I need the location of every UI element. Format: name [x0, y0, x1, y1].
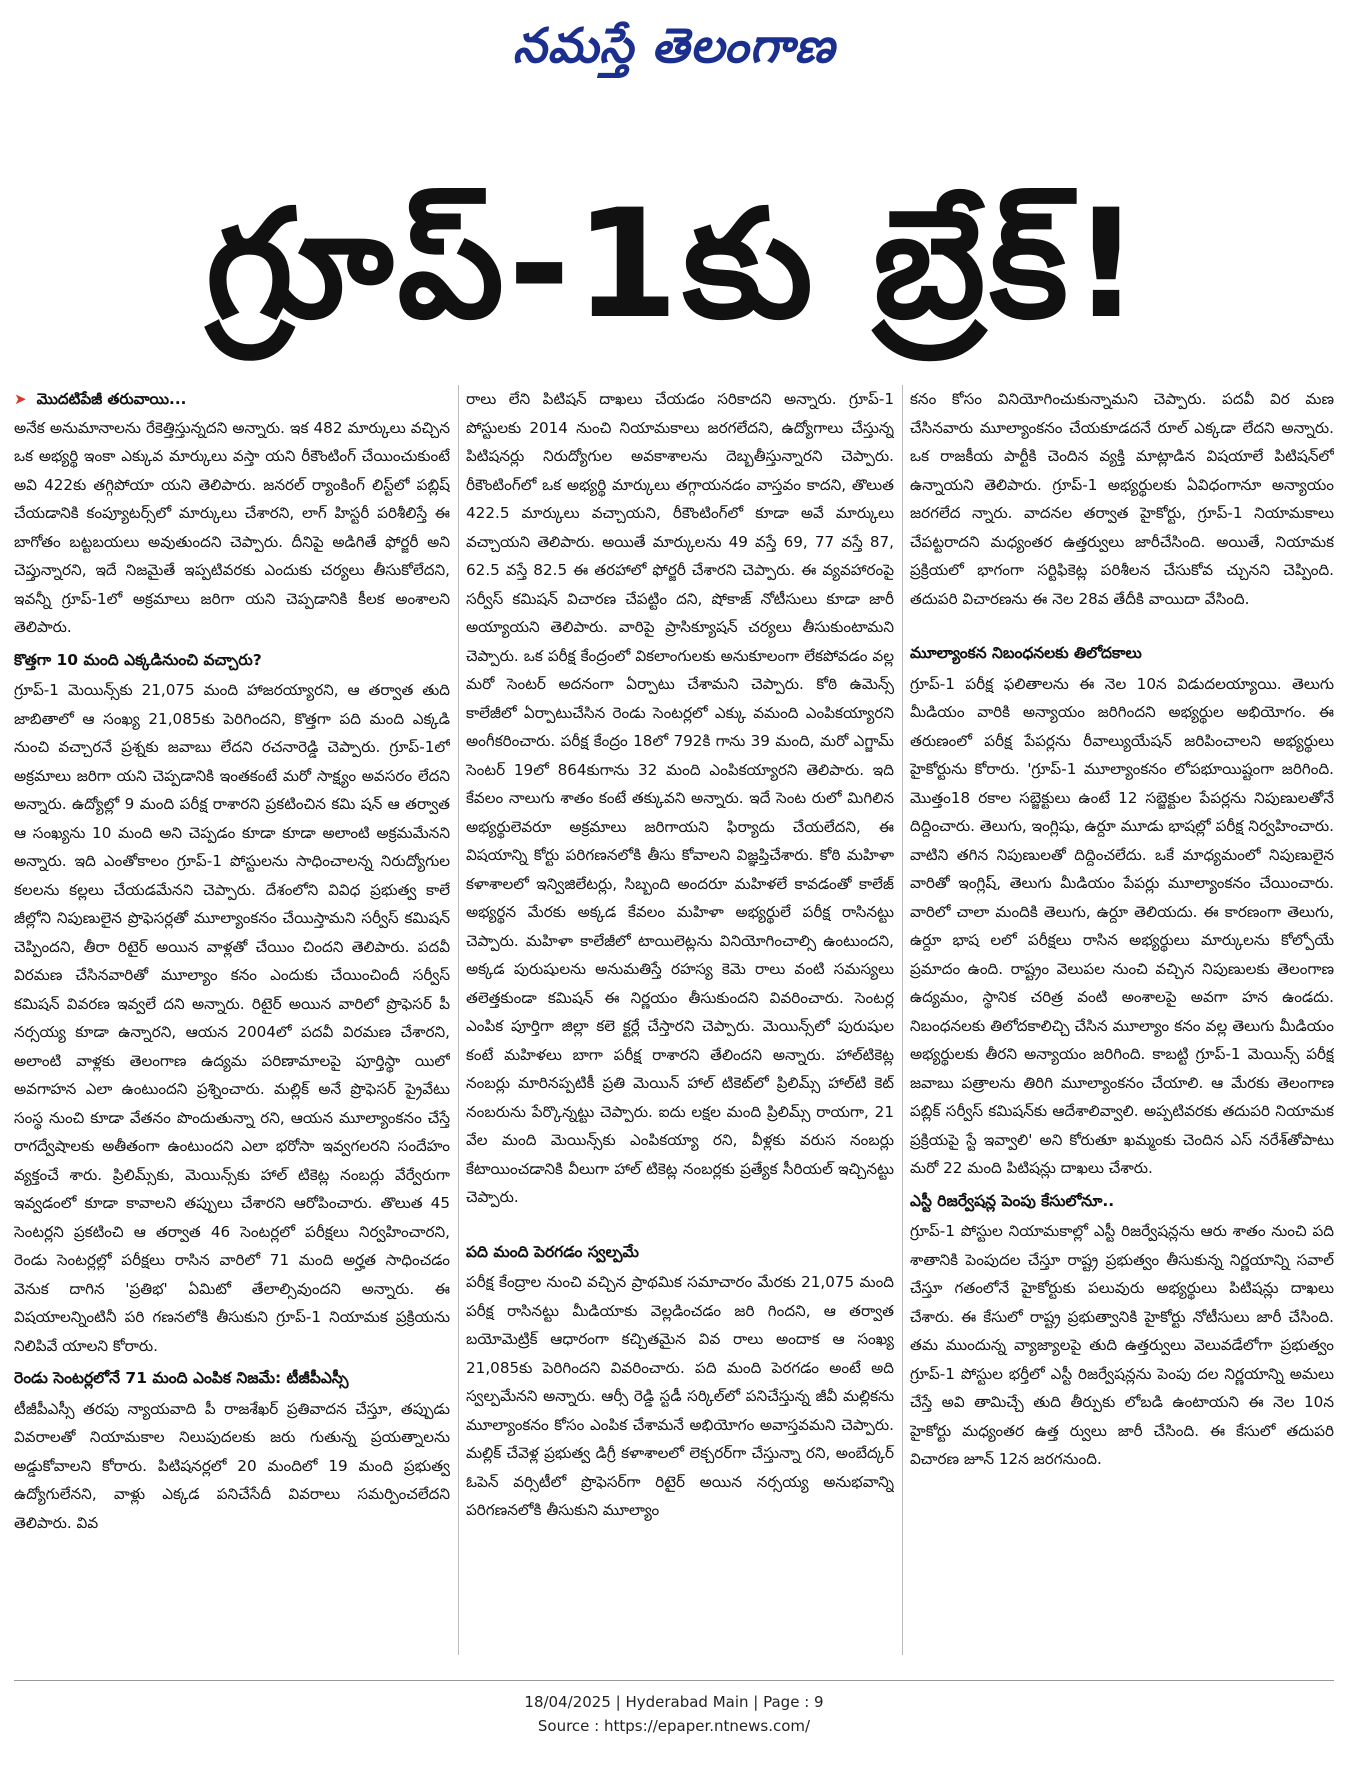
footer — [0, 1690, 1348, 1738]
source-link[interactable]: Source : https://epaper.ntnews.com/ — [537, 1717, 811, 1735]
subheading: మూల్యాంకన నిబంధనలకు తిలోదకాలు — [910, 644, 1142, 662]
footer-divider — [14, 1680, 1334, 1681]
subheading: కొత్తగా 10 మంది ఎక్కడినుంచి వచ్చారు? — [14, 650, 262, 669]
article-body — [14, 385, 1334, 1660]
subheading: ఎస్టీ రిజర్వేషన్ల పెంపు కేసులోనూ.. — [910, 1191, 1115, 1210]
paragraph: కనం కోసం వినియోగించుకున్నామని చెప్పారు. పదవీ విర మణ చేసినవారు మూల్యాంకనం చేయకూడదనే రూల్‌ ఎక్కడా లేదని అన్నారు. ఒక రాజకీయ పార్టీకి చెందిన వ్యక్తి మాట్లాడిన విషయాలే పిటిషన్‌లో ఉన్నాయని తెలిపారు. గ్రూప్‌-1 అభ్యర్థులకు ఏవిధంగానూ అన్యాయం జరగలేద న్నారు. వాదనల తర్వాత హైకోర్టు, గ్రూప్‌-1 నియామకాలు చేపట్టరాదని మధ్యంతర ఉత్తర్వులు జారీచేసింది. అయితే, నియామక ప్రక్రియలో భాగంగా సర్టిఫికెట్ల పరిశీలన చేసుకోవ చ్చునని చెప్పింది. తదుపరి విచారణను ఈ నెల 28వ తేదీకి వాయిదా వేసింది. — [910, 390, 1334, 608]
paragraph: గ్రూప్‌-1 పోస్టుల నియామకాల్లో ఎస్టీ రిజర్వేషన్లను ఆరు శాతం నుంచి పది శాతానికి పెంపుదల చేస్తూ రాష్ట్ర ప్రభుత్వం తీసుకున్న నిర్ణయాన్ని సవాల్‌ చేస్తూ గతంలోనే హైకోర్టుకు పలువురు అభ్యర్థులు పిటిషన్లు దాఖలు చేశారు. ఈ కేసులో రాష్ట్ర ప్రభుత్వానికి హైకోర్టు నోటీసులు జారీ చేసింది. తమ ముందున్న వ్యాజ్యాలపై తుది ఉత్తర్వులు వెలువడేలోగా ప్రభుత్వం గ్రూప్‌-1 పోస్టుల భర్తీలో ఎస్టీ రిజర్వేషన్లను పెంపు దల నిర్ణయాన్ని అమలు చేస్తే అవి తామిచ్చే తుది తీర్పుకు లోబడి ఉంటాయని ఈ నెల 10న హైకోర్టు మధ్యంతర ఉత్త ర్వులు జారీ చేసింది. ఈ కేసులో తదుపరి విచారణ జూన్‌ 12న జరగనుంది. — [910, 1222, 1334, 1468]
headline: గ్రూప్‌-1కు బ్రేక్‌! — [205, 178, 1145, 352]
paragraph: గ్రూప్‌-1 మెయిన్స్‌కు 21,075 మంది హాజరయ్యారని, ఆ తర్వాత తుది జాబితాలో ఆ సంఖ్య 21,085కు పెరిగిందని, కొత్తగా పది మంది ఎక్కడి నుంచి వచ్చారనే ప్రశ్నకు జవాబు లేదని రచనారెడ్డి చెప్పారు. గ్రూప్‌-1లో అక్రమాలు జరిగా యని చెప్పడానికి ఇంతకంటే మరో సాక్ష్యం అవసరం లేదని అన్నారు. ఉద్యోల్లో 9 మంది పరీక్ష రాశారని ప్రకటించిన కమి షన్‌ ఆ తర్వాత ఆ సంఖ్యను 10 మంది అని చెప్పడం కూడా కూడా అలాంటి అక్రమమేనని అన్నారు. ఇది ఎంతోకాలం గ్రూప్‌-1 పోస్టులను సాధించాలన్న నిరుద్యోగుల కలలను కల్లలు చేయడమేనని చెప్పారు. దేశంలోని వివిధ ప్రభుత్వ కాలే జీల్లోని నిపుణులైన ప్రొఫెసర్లతో మూల్యాంకనం చేయిస్తామని సర్వీస్‌ కమిషన్‌ చెప్పిందని, తీరా రిటైర్‌ అయిన వాళ్లతో చేయిం చిందని తెలిపారు. పదవీ విరమణ చేసినవారితో మూల్యాం కనం ఎందుకు చేయించిందీ సర్వీస్‌ కమిషన్‌ వివరణ ఇవ్వలే దని అన్నారు. రిటైర్‌ అయిన వారిలో ప్రొఫెసర్‌ పీ నర్సయ్య కూడా ఉన్నారని, ఆయన 2004లో పదవీ విరమణ చేశారని, అలాంటి వాళ్లకు తెలంగాణ ఉద్యమ పరిణామాలపై పూర్తిస్థా యిలో అవగాహన ఎలా ఉంటుందని ప్రశ్నించారు. మల్లిక్‌ అనే ప్రొఫెసర్‌ ప్రైవేటు సంస్థ నుంచి కూడా వేతనం పొందుతున్నా రని, ఆయన మూల్యాంకనం చేస్తే రాగద్వేషాలకు అతీతంగా ఉంటుందని ఎలా భరోసా ఇవ్వగలరని సందేహం వ్యక్తంచే శారు. ప్రిలిమ్స్‌కు, మెయిన్స్‌కు హాల్‌ టికెట్ల నంబర్లు వేర్వేరుగా ఇవ్వడంలో కూడా కావాలని తప్పులు చేశారని ఆరోపించారు. తొలుత 45 సెంటర్లని ప్రకటించి ఆ తర్వాత 46 సెంటర్లలో పరీక్షలు నిర్వహించారని, రెండు సెంటర్లల్లో పరీక్షలు రాసిన వారిలో 71 మంది అర్హత సాధించడం వెనుక దాగిన 'ప్రతిభ' ఏమిటో తేలాల్సివుందని అన్నారు. ఈ విషయాలన్నింటినీ పరి గణనలోకి తీసుకుని గ్రూప్‌-1 నియామక ప్రక్రియను నిలిపివే యాలని కోరారు. — [14, 681, 450, 1355]
masthead — [0, 0, 1348, 90]
paragraph: పరీక్ష కేంద్రాల నుంచి వచ్చిన ప్రాథమిక సమాచారం మేరకు 21,075 మంది పరీక్ష రాసినట్టు మీడియాకు వెల్లడించడం జరి గిందని, ఆ తర్వాత బయోమెట్రిక్‌ ఆధారంగా కచ్చితమైన వివ రాలు అందాక ఆ సంఖ్య 21,085కు పెరిగిందని వివరించారు. పది మంది పెరగడం అంటే అది స్వల్పమేనని అన్నారు. ఆర్సీ రెడ్డి స్టడీ సర్కిల్‌లో పనిచేస్తున్న జీవీ మల్లికను మూల్యాంకనం కోసం ఎంపిక చేశామనే అభియోగం అవాస్తవమని చెప్పారు. మల్లిక్‌ చేవెళ్ల ప్రభుత్వ డిగ్రీ కళాశాలలో లెక్చరర్‌గా చేస్తున్నా రని, అంబేద్కర్‌ ఓపెన్‌ వర్సిటీలో ప్రొఫెసర్‌గా రిటైర్‌ అయిన నర్సయ్య అనుభవాన్ని పరిగణనలోకి తీసుకుని మూల్యాం — [466, 1273, 894, 1519]
paragraph: అనేక అనుమానాలను రేకెత్తిస్తున్నదని అన్నారు. ఇక 482 మార్కులు వచ్చిన ఒక అభ్యర్థి ఇంకా ఎక్కువ మార్కులు వస్తా యని రీకౌంటింగ్‌ చేయించుకుంటే అవి 422కు తగ్గిపోయా యని తెలిపారు. జనరల్‌ ర్యాంకింగ్‌ లిస్ట్‌లో పబ్లిష్‌ చేయడానికి కంప్యూటర్స్‌లో మార్కులు చేశారని, లాగ్‌ హిస్టరీ పరిశీలిస్తే ఈ బాగోతం బట్టబయలు అవుతుందని చెప్పారు. దీనిపై అడిగితే ఫోర్జరీ అని చెప్తున్నారని, ఇదే నిజమైతే ఇప్పటివరకు ఎందుకు చర్యలు తీసుకోలేదని, ఇవన్నీ గ్రూప్‌-1లో అక్రమాలు జరిగా యని చెప్పడానికి కీలక అంశాలని తెలిపారు. — [14, 418, 450, 636]
subheading: పది మంది పెరగడం స్వల్పమే — [466, 1242, 639, 1261]
newspaper-name: నమస్తే తెలంగాణ — [512, 18, 836, 74]
column-1 — [14, 385, 450, 1660]
edition-info: 18/04/2025 | Hyderabad Main | Page : 9 — [524, 1693, 824, 1711]
paragraph: రాలు లేని పిటిషన్‌ దాఖలు చేయడం సరికాదని అన్నారు. గ్రూప్‌-1 పోస్టులకు 2014 నుంచి నియామకాలు జరగలేదని, ఉద్యోగాలు చేస్తున్న పిటిషనర్లు నిరుద్యోగుల అవకాశాలను దెబ్బతీస్తున్నారని చెప్పారు. రీకౌంటింగ్‌లో ఒక అభ్యర్థి మార్కులు తగ్గాయనడం వాస్తవం కాదని, తొలుత 422.5 మార్కులు వచ్చాయని, రీకౌంటింగ్‌లో కూడా అవే మార్కులు వచ్చాయని తెలిపారు. అయితే మార్కులను 49 వస్తే 69, 77 వస్తే 87, 62.5 వస్తే 82.5 ఈ తరహాలో ఫోర్జరీ చేశారని చెప్పారు. ఈ వ్యవహారంపై సర్వీస్‌ కమిషన్‌ విచారణ చేపట్టిం దని, షోకాజ్‌ నోటీసులు కూడా జారీ అయ్యాయని తెలిపారు. వారిపై ప్రాసిక్యూషన్‌ చర్యలు తీసుకుంటామని చెప్పారు. ఒక పరీక్ష కేంద్రంలో వికలాంగులకు అనుకూలంగా లేకపోవడం వల్ల మరో సెంటర్‌ అదనంగా ఏర్పాటు చేశామని చెప్పారు. కోఠి ఉమెన్స్‌ కాలేజీలో ఏర్పాటుచేసిన రెండు సెంటర్లలో ఎక్కు వమంది ఎంపికయ్యారని అంగీకరించారు. పరీక్ష కేంద్రం 18లో 792కి గాను 39 మంది, మరో ఎగ్జామ్‌ సెంటర్‌ 19లో 864కుగాను 32 మంది ఎంపికయ్యారని తెలిపారు. ఇది కేవలం నాలుగు శాతం కంటే తక్కువని అన్నారు. ఇదే సెంట రులో మిగిలిన అభ్యర్థులెవరూ అక్రమాలు జరిగాయని ఫిర్యాదు చేయలేదని, ఈ విషయాన్ని కోర్టు పరిగణనలోకి తీసు కోవాలని విజ్ఞప్తిచేశారు. కోఠి మహిళా కళాశాలలో ఇన్విజిలేటర్లు, సిబ్బంది అందరూ మహిళలే కావడంతో కాలేజ్‌ అభ్యర్థన మేరకు అక్కడ కేవలం మహిళా అభ్యర్థులే పరీక్ష రాసినట్టు చెప్పారు. మహిళా కాలేజీలో టాయిలెట్లను వినియోగించాల్సి ఉంటుందని, అక్కడ పురుషులను అనుమతిస్తే రహస్య కెమె రాలు వంటి సమస్యలు తలెత్తకుండా కమిషన్‌ ఈ నిర్ణయం తీసుకుందని వివరించారు. సెంటర్ల ఎంపిక పూర్తిగా జిల్లా కలె క్టర్లే చేస్తారని చెప్పారు. మెయిన్స్‌లో పురుషుల కంటే మహిళలు బాగా పరీక్ష రాశారని తేలిందని అన్నారు. హాల్‌టికెట్ల నంబర్లు మారినప్పటికీ ప్రతి మెయిన్‌ హాల్‌ టికెట్‌లో ప్రిలిమ్స్‌ హాల్‌టి కెట్‌ నంబరును పేర్కొన్నట్టు చెప్పారు. ఐదు లక్షల మంది ప్రిలిమ్స్‌ రాయగా, 21 వేల మంది మెయిన్స్‌కు ఎంపికయ్యా రని, వీళ్లకు వరుస నంబర్లు కేటాయించడానికి వీలుగా హాల్‌ టికెట్ల నంబర్లకు ప్రత్యేక సీరియల్‌ ఇచ్చినట్టు చెప్పారు. — [466, 390, 894, 1206]
subheading: రెండు సెంటర్లలోనే 71 మంది ఎంపిక నిజమే: టీజీపీఎస్సీ — [14, 1369, 349, 1387]
continued-label: ➤ మొదటిపేజీ తరువాయి... — [14, 385, 450, 414]
column-3 — [910, 385, 1334, 1660]
paragraph: గ్రూప్‌-1 పరీక్ష ఫలితాలను ఈ నెల 10న విడుదలయ్యాయి. తెలుగు మీడియం వారికి అన్యాయం జరిగిందని అభ్యర్థుల అభియోగం. ఈ తరుణంలో పరీక్ష పేపర్లను రీవాల్యుయేషన్‌ జరిపించాలని అభ్యర్థులు హైకోర్టును కోరారు. 'గ్రూప్‌-1 మూల్యాంకనం లోపభూయిష్టంగా జరిగింది. మొత్తం18 రకాల సబ్జెక్టులు ఉంటే 12 సబ్జెక్టుల పేపర్లను నిపుణులతోనే దిద్దించారు. తెలుగు, ఇంగ్లిషు, ఉర్దూ మూడు భాషల్లో పరీక్ష నిర్వహించారు. వాటిని తగిన నిపుణులతో దిద్దించలేదు. ఒకే మాధ్యమంలో నిపుణులైన వారితో ఇంగ్లిష్‌, తెలుగు మీడియం పేపర్లు మూల్యాంకనం చేయించారు. వారిలో చాలా మందికి తెలుగు, ఉర్దూ తెలియదు. ఈ కారణంగా తెలుగు, ఉర్దూ భాష లలో పరీక్షలు రాసిన అభ్యర్థులు మార్కులను కోల్పోయే ప్రమాదం ఉంది. రాష్ట్రం వెలుపల నుంచి వచ్చిన నిపుణులకు తెలంగాణ ఉద్యమం, స్థానిక చరిత్ర వంటి అంశాలపై అవగా హన ఉండదు. నిబంధనలకు తిలోదకాలిచ్చి చేసిన మూల్యాం కనం వల్ల తెలుగు మీడియం అభ్యర్థులకు తీరని అన్యాయం జరిగింది. కాబట్టి గ్రూప్‌-1 మెయిన్స్‌ పరీక్ష జవాబు పత్రాలను తిరిగి మూల్యాంకనం చేయాలి. ఆ మేరకు తెలంగాణ పబ్లిక్‌ సర్వీస్‌ కమిషన్‌కు ఆదేశాలివ్వాలి. అప్పటివరకు తదుపరి నియామక ప్రక్రియపై స్టే ఇవ్వాలి' అని కోరుతూ ఖమ్మంకు చెందిన ఎస్‌ నరేశ్‌తోపాటు మరో 22 మంది పిటిషన్లు దాఖలు చేశారు. — [910, 674, 1334, 1177]
paragraph: టీజీపీఎస్సీ తరపు న్యాయవాది పీ రాజశేఖర్‌ ప్రతివాదన చేస్తూ, తప్పుడు వివరాలతో నియామకాల నిలుపుదలకు జరు గుతున్న ప్రయత్నాలను అడ్డుకోవాలని కోరారు. పిటిషనర్లలో 20 మందిలో 19 మంది ప్రభుత్వ ఉద్యోగులేనని, వాళ్లు ఎక్కడ పనిచేసేదీ వివరాలు సమర్పించలేదని తెలిపారు. వివ — [14, 1399, 450, 1532]
column-2 — [466, 385, 894, 1660]
chevron-right-icon: ➤ — [14, 390, 27, 408]
